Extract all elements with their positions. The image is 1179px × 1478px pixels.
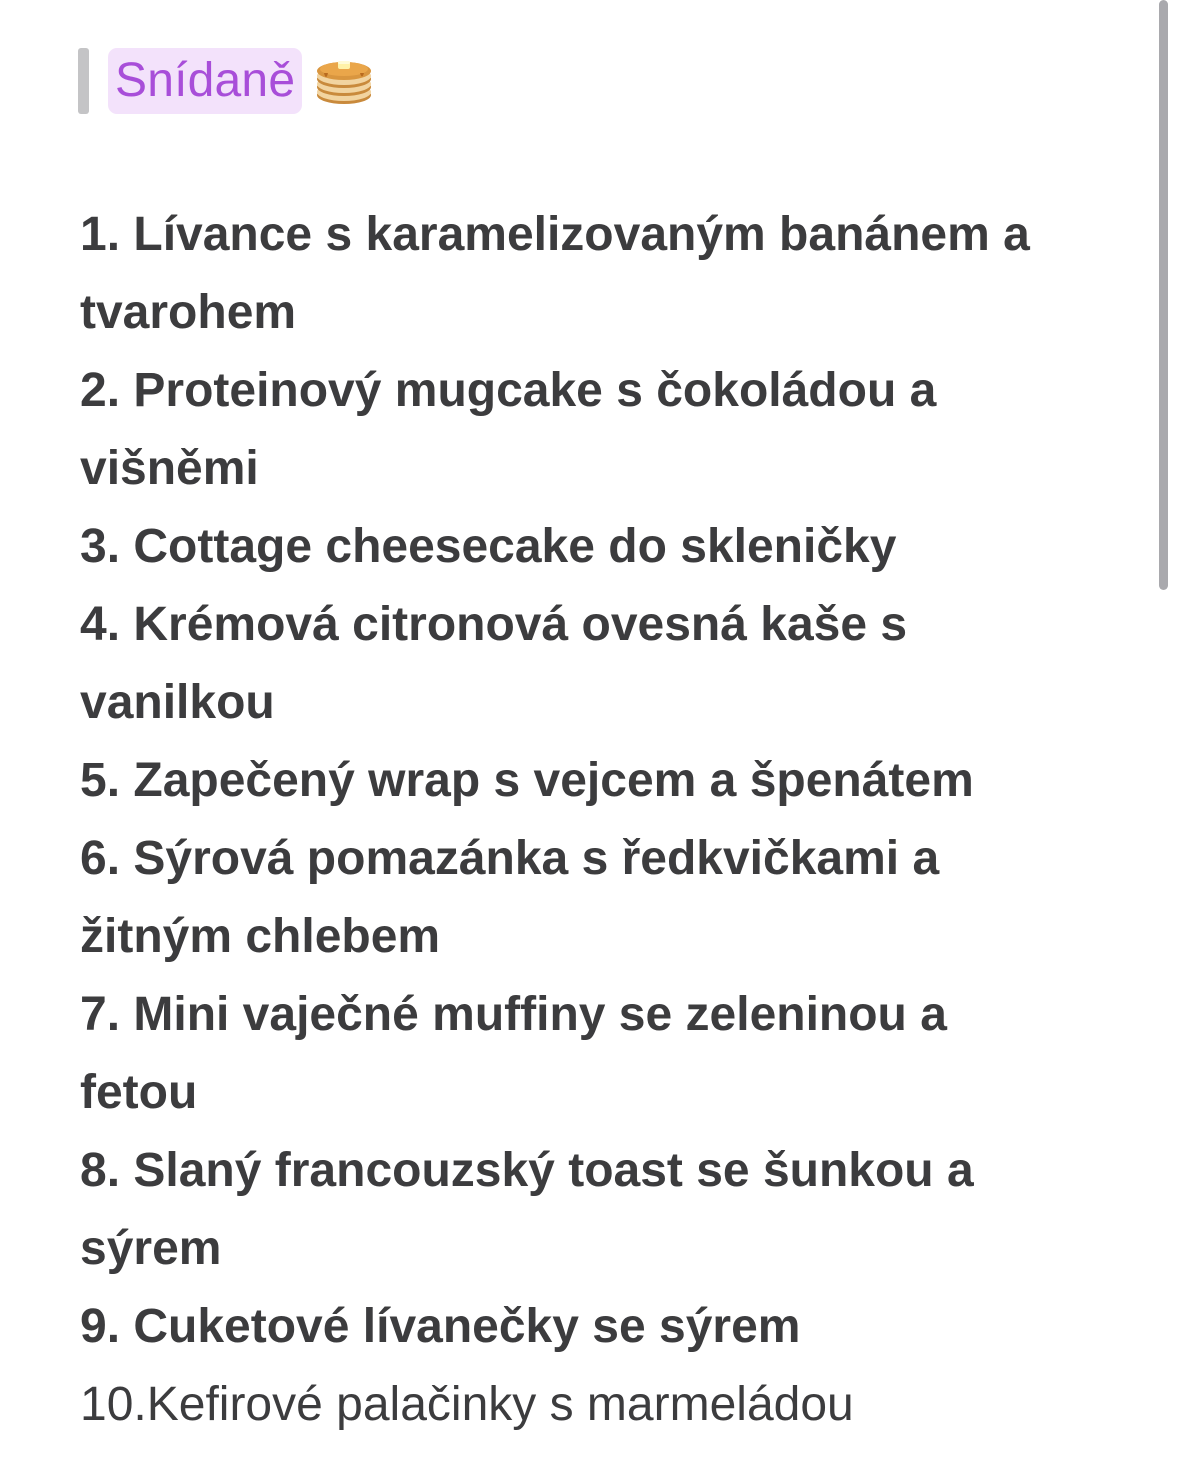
pancake-icon [314,51,374,111]
list-item: 2. Proteinový mugcake s čokoládou a višněmi [80,364,937,495]
list-item: 5. Zapečený wrap s vejcem a špenátem [80,754,974,807]
list-item: 4. Krémová citronová ovesná kaše s vanilkou [80,598,908,729]
section-heading [78,48,374,114]
list-item: 7. Mini vaječné muffiny se zeleninou a fetou [80,988,947,1119]
list-item: 10.Kefirové palačinky s marmeládou [80,1378,854,1431]
list-item: 1. Lívance s karamelizovaným banánem a tvarohem [80,208,1030,339]
list-item: 8. Slaný francouzský toast se šunkou a sýrem [80,1144,974,1275]
quote-bar [78,48,89,114]
list-item: 9. Cuketové lívanečky se sýrem [80,1300,801,1353]
list-item: 3. Cottage cheesecake do skleničky [80,520,897,573]
vertical-scrollbar[interactable] [1159,0,1168,590]
recipe-list [80,196,1110,1444]
section-tag[interactable]: Snídaně [108,48,302,114]
list-item: 6. Sýrová pomazánka s ředkvičkami a žitným chlebem [80,832,940,963]
